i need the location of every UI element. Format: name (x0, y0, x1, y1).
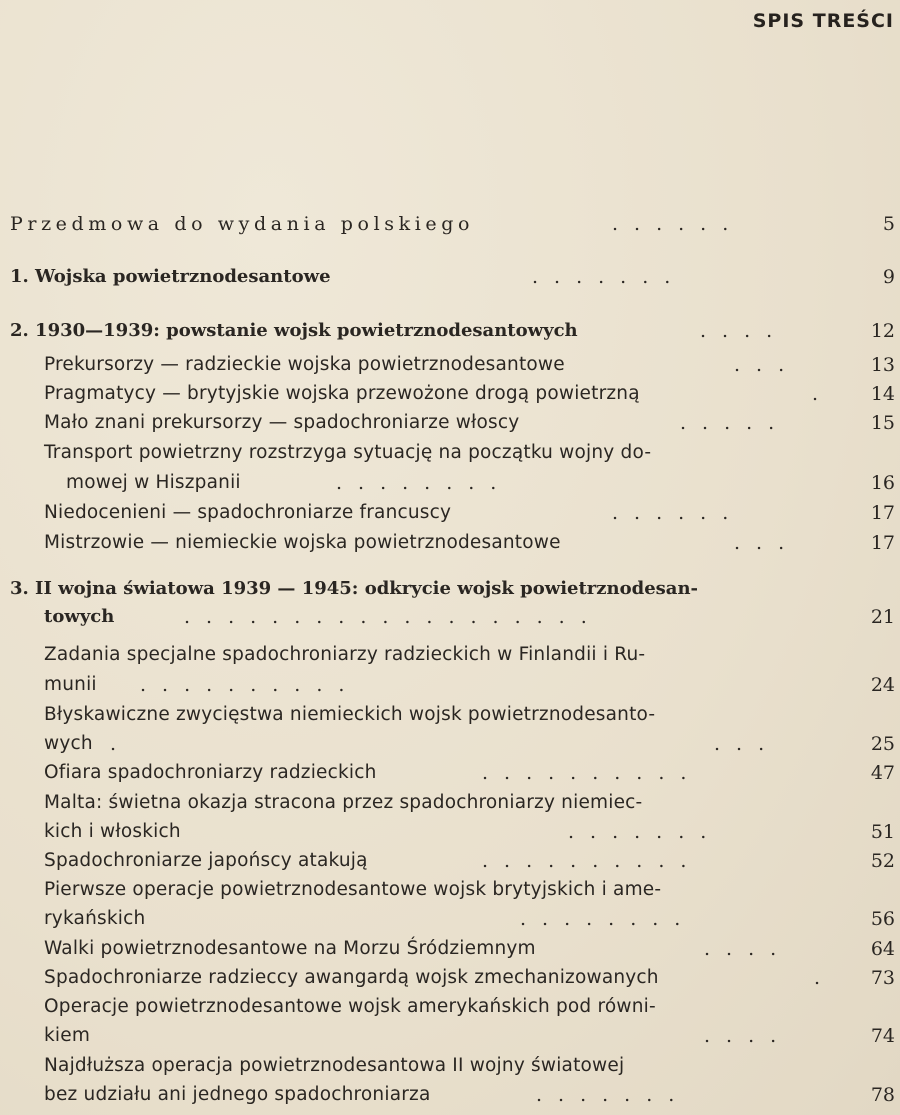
toc-entry-title-line2: kich i włoskich (44, 821, 181, 842)
toc-entry-title-line1: Malta: świetna okazja stracona przez spadochroniarzy niemiec- (44, 792, 643, 813)
toc-entry-title: Walki powietrznodesantowe na Morzu Śródziemnym (44, 938, 536, 959)
leader-dots: ... (714, 733, 781, 755)
page-number: 17 (870, 502, 895, 524)
toc-entry-title: 1. Wojska powietrznodesantowe (10, 266, 331, 287)
leader-dots: ....... (532, 266, 687, 288)
leader-dots: ........ (520, 908, 697, 930)
page-number: 24 (870, 674, 895, 696)
page-number: 74 (870, 1025, 895, 1047)
toc-entry-title-line2: kiem (44, 1025, 91, 1046)
page-number: 16 (870, 472, 895, 494)
leader-dots: ........ (336, 472, 513, 494)
leader-dots: ....... (568, 821, 723, 843)
toc-entry-title: Pragmatycy — brytyjskie wojska przewożone drogą powietrzną (44, 383, 640, 404)
toc-entry-title-line2: wych (44, 733, 93, 754)
toc-entry-title-line1: Operacje powietrznodesantowe wojsk amerykańskich pod równi- (44, 996, 656, 1017)
leader-dots: . (814, 967, 837, 989)
toc-entry-title-line2: munii (44, 674, 97, 695)
toc-entry-title: 2. 1930—1939: powstanie wojsk powietrznodesantowych (10, 320, 578, 341)
toc-entry-title: Mało znani prekursorzy — spadochroniarze włoscy (44, 412, 520, 433)
leader-dots: ... (734, 354, 801, 376)
toc-entry-title: Spadochroniarze japońscy atakują (44, 850, 368, 871)
toc-entry-title-line1: 3. II wojna światowa 1939 — 1945: odkrycie wojsk powietrznodesan- (10, 578, 698, 599)
page-number: 51 (870, 821, 895, 843)
leader-dots: .... (700, 320, 789, 342)
toc-entry-title-line2: rykańskich (44, 908, 146, 929)
page-number: 15 (870, 412, 895, 434)
toc-entry-title: Spadochroniarze radzieccy awangardą wojsk zmechanizowanych (44, 967, 659, 988)
toc-entry-title: Mistrzowie — niemieckie wojska powietrznodesantowe (44, 532, 561, 553)
leader-dots: ...... (612, 213, 745, 235)
leader-dots: .... (704, 1025, 793, 1047)
leader-dots: . (110, 733, 133, 755)
leader-dots: . (812, 383, 835, 405)
leader-dots: ................... (184, 606, 603, 628)
toc-entry-title: Ofiara spadochroniarzy radzieckich (44, 762, 377, 783)
toc-entry-title-line2: towych (44, 606, 115, 627)
leader-dots: ....... (536, 1084, 691, 1106)
page-number: 73 (870, 967, 895, 989)
page-title: SPIS TREŚCI (752, 10, 894, 32)
page-number: 5 (882, 213, 895, 235)
page-number: 17 (870, 532, 895, 554)
toc-entry-title-line2: mowej w Hiszpanii (66, 472, 241, 493)
page-number: 21 (870, 606, 895, 628)
page-number: 56 (870, 908, 895, 930)
page-number: 13 (870, 354, 895, 376)
leader-dots: .......... (482, 850, 703, 872)
page-number: 64 (870, 938, 895, 960)
page-number: 47 (870, 762, 895, 784)
toc-entry-title-line1: Transport powietrzny rozstrzyga sytuację na początku wojny do- (44, 442, 652, 463)
leader-dots: .... (704, 938, 793, 960)
leader-dots: .......... (140, 674, 361, 696)
toc-entry-title: Przedmowa do wydania polskiego (10, 213, 475, 235)
toc-entry-title-line1: Najdłuższa operacja powietrznodesantowa II wojny światowej (44, 1055, 625, 1076)
toc-entry-title: Prekursorzy — radzieckie wojska powietrznodesantowe (44, 354, 565, 375)
leader-dots: ..... (680, 412, 791, 434)
page-number: 78 (870, 1084, 895, 1106)
leader-dots: .......... (482, 762, 703, 784)
toc-entry-title-line1: Błyskawiczne zwycięstwa niemieckich wojsk powietrznodesanto- (44, 704, 656, 725)
toc-entry-title-line2: bez udziału ani jednego spadochroniarza (44, 1084, 431, 1105)
page-number: 52 (870, 850, 895, 872)
toc-entry-title-line1: Pierwsze operacje powietrznodesantowe wojsk brytyjskich i ame- (44, 879, 662, 900)
page-number: 9 (882, 266, 895, 288)
leader-dots: ...... (612, 502, 745, 524)
toc-entry-title: Niedocenieni — spadochroniarze francuscy (44, 502, 452, 523)
page-number: 25 (870, 733, 895, 755)
page-number: 12 (870, 320, 895, 342)
toc-entry-title-line1: Zadania specjalne spadochroniarzy radzieckich w Finlandii i Ru- (44, 644, 646, 665)
leader-dots: ... (734, 532, 801, 554)
page-number: 14 (870, 383, 895, 405)
